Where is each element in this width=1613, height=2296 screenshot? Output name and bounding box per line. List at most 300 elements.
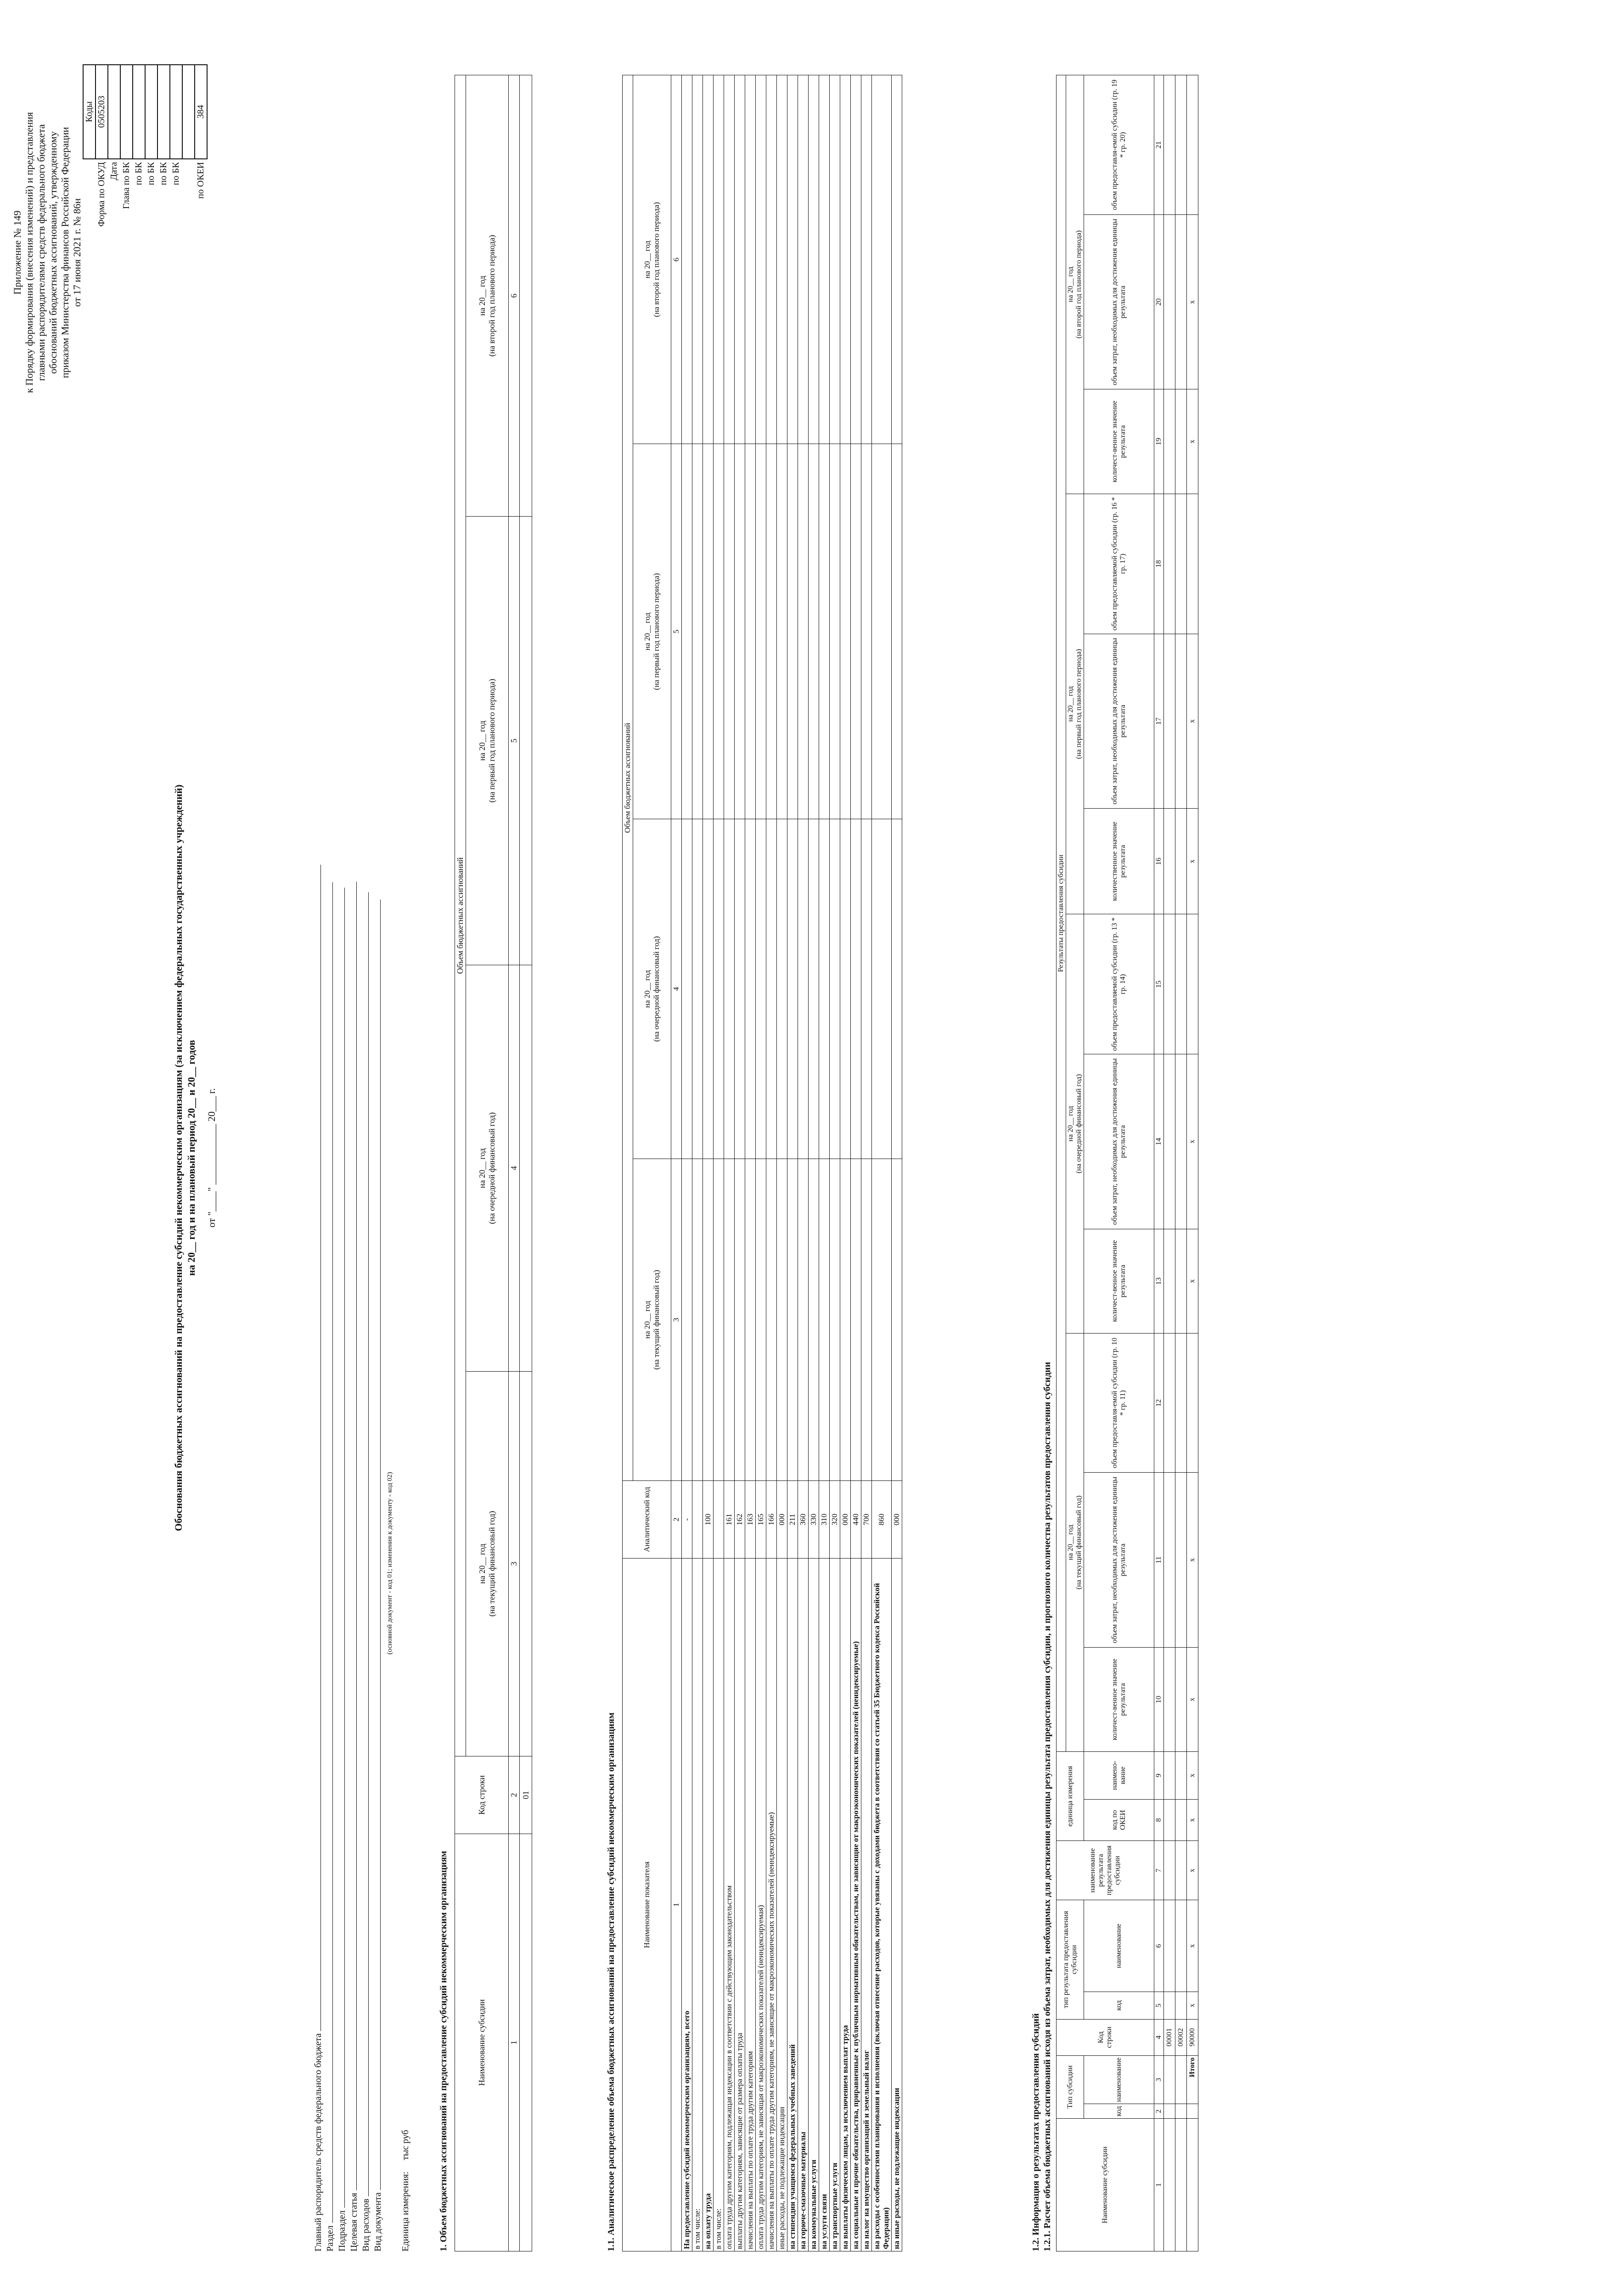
x-mark: x	[1187, 215, 1198, 389]
table-cell	[840, 1159, 851, 1481]
col-header: (на текущий финансовый год)	[652, 1270, 661, 1370]
x-mark: x	[1187, 1054, 1198, 1229]
col-number: 4	[509, 965, 520, 1372]
table-cell	[1175, 75, 1187, 215]
table-cell	[756, 444, 766, 819]
table-cell	[520, 517, 532, 965]
table-cell	[851, 444, 861, 819]
row-code: 163	[745, 1481, 756, 1559]
col-number: 21	[1154, 75, 1164, 215]
table-cell	[682, 444, 692, 819]
table-row	[830, 75, 840, 2251]
table-row	[745, 75, 756, 2251]
col-number: 5	[509, 517, 520, 965]
row-code: 166	[766, 1481, 777, 1559]
col-header: Наименование показателя	[623, 1559, 671, 2251]
col-header: тип результата предоставления субсидии	[1057, 1900, 1084, 2019]
table-cell	[787, 444, 798, 819]
table-cell	[798, 75, 809, 444]
col-number: 18	[1154, 494, 1164, 634]
code-label: по ОКЕИ	[196, 162, 206, 199]
table-cell	[520, 75, 532, 517]
col-header: (на второй год планового периода)	[652, 202, 661, 317]
row-code: 100	[703, 1481, 714, 1559]
table-row	[1175, 75, 1187, 2251]
table-row	[809, 75, 819, 2251]
col-header: (на первый год планового периода)	[652, 573, 661, 690]
col-header: Аналитический код	[623, 1481, 671, 1559]
table-cell	[1164, 75, 1175, 215]
col-header: на 20__ год	[643, 613, 652, 651]
table-cell	[745, 819, 756, 1159]
row-name: на выплаты физическим лицам, за исключением выплат труда	[840, 1559, 851, 2251]
field-label: Раздел	[325, 2225, 335, 2251]
row-code: 211	[787, 1481, 798, 1559]
row-code: 000	[777, 1481, 787, 1559]
table-cell	[1164, 2055, 1175, 2104]
table-cell	[1175, 2055, 1187, 2104]
col-number: 1	[1154, 2119, 1164, 2251]
table-cell	[1164, 1841, 1175, 1900]
col-subheader: наименование	[1084, 2055, 1154, 2104]
x-mark: x	[1187, 634, 1198, 808]
table-cell	[1164, 1647, 1175, 1751]
row-name: начисления на выплаты по оплате труда другим категориям, не зависящие от макроэкономических показателей (неиндексируемые)	[766, 1559, 777, 2251]
table-cell	[1175, 494, 1187, 634]
col-subheader: код	[1084, 1992, 1154, 2019]
table-cell	[777, 444, 787, 819]
row-name: оплата труда другим категориям, подлежащая индексации в соответствии с действующим законодательством	[724, 1559, 735, 2251]
row-name: на коммунальные услуги	[809, 1559, 819, 2251]
col-subheader: объем предоставля-емой субсидии (гр. 10 * гр. 11)	[1084, 1333, 1154, 1472]
field-label: Вид расходов	[361, 2199, 371, 2251]
table-cell	[735, 819, 745, 1159]
col-header: (на очередной финансовый год)	[1075, 1074, 1083, 1174]
doc-type-note: (основной документ - код 01; изменения к документу - код 02)	[386, 1472, 393, 1654]
code-label: по БК	[158, 162, 169, 186]
table-cell	[1164, 1752, 1175, 1800]
col-number: 19	[1154, 389, 1164, 494]
table-cell	[840, 75, 851, 444]
table-cell	[861, 75, 872, 444]
col-header: Объем бюджетных ассигнований	[455, 75, 466, 1756]
table-cell	[1187, 75, 1198, 215]
col-header: на 20__ год	[1067, 1106, 1074, 1142]
table-cell	[735, 1159, 745, 1481]
section-1-2-title: 1.2. Информация о результатах предоставления субсидий	[1031, 2013, 1041, 2251]
col-number: 2	[509, 1756, 520, 1834]
table-cell	[714, 1159, 724, 1481]
col-header: Тип субсидии	[1057, 2055, 1084, 2118]
table-row	[692, 75, 703, 2251]
x-mark: x	[1187, 389, 1198, 494]
col-header: Наименование субсидии	[1057, 2119, 1154, 2251]
row-name: на налог на имущество организаций и земельный налог	[861, 1559, 872, 2251]
col-subheader: количест-венное значение результата	[1084, 389, 1154, 494]
col-header: на 20__ год	[1067, 686, 1074, 722]
table-cell	[735, 444, 745, 819]
col-subheader: объем затрат, необходимых для достижения единицы результата	[1084, 1473, 1154, 1647]
table-cell	[872, 444, 892, 819]
row-name: на оплату труда	[703, 1559, 714, 2251]
table-cell	[1187, 2104, 1198, 2119]
col-number: 5	[671, 444, 682, 819]
codes-header: Коды	[83, 65, 96, 159]
table-cell	[1175, 2119, 1187, 2251]
title-line: на 20__ год и на плановый период 20__ и 20__ годов	[185, 1040, 197, 1276]
table-cell	[756, 1159, 766, 1481]
row-name: на услуги связи	[819, 1559, 830, 2251]
table-row	[819, 75, 830, 2251]
col-subheader: количественное значение результата	[1084, 809, 1154, 914]
table-row	[787, 75, 798, 2251]
col-header: (на второй год планового периода)	[487, 235, 496, 357]
table-cell	[766, 819, 777, 1159]
col-subheader: наименование	[1084, 1900, 1154, 1992]
code-value	[108, 65, 120, 159]
table-cell	[1175, 914, 1187, 1054]
col-header: на 20__ год	[478, 720, 487, 761]
table-cell	[892, 1159, 902, 1481]
table-row	[892, 75, 902, 2251]
row-name: На предоставление субсидий некоммерческим организациям, всего	[682, 1559, 692, 2251]
row-name: иные расходы, не подлежащие индексации	[777, 1559, 787, 2251]
table-cell	[1187, 1333, 1198, 1472]
field-label: Целевая статья	[349, 2193, 359, 2251]
table-cell	[809, 444, 819, 819]
col-number: 20	[1154, 215, 1164, 389]
table-row	[851, 75, 861, 2251]
table-cell	[1187, 914, 1198, 1054]
row-code: 01	[520, 1756, 532, 1834]
table-cell	[1164, 1992, 1175, 2019]
table-row	[756, 75, 766, 2251]
appendix-line: приказом Министерства финансов Российской Федерации	[59, 127, 71, 378]
col-number: 1	[509, 1834, 520, 2251]
row-name: в том числе:	[714, 1559, 724, 2251]
x-mark: x	[1187, 1900, 1198, 1992]
code-label: Дата	[109, 162, 119, 180]
row-name: начисления на выплаты по оплате труда другим категориям	[745, 1559, 756, 2251]
fields-block	[312, 865, 411, 2251]
table-cell	[703, 75, 714, 444]
section-1-2-1-table	[1056, 75, 1198, 2251]
table-cell	[703, 444, 714, 819]
table-cell	[851, 75, 861, 444]
row-code: 000	[892, 1481, 902, 1559]
appendix-header	[11, 78, 83, 427]
col-number: 7	[1154, 1841, 1164, 1900]
code-label: по БК	[134, 162, 144, 186]
col-number: 3	[1154, 2055, 1164, 2104]
table-cell	[809, 1159, 819, 1481]
col-number: 17	[1154, 634, 1164, 808]
code-label: по БК	[146, 162, 156, 186]
table-cell	[714, 819, 724, 1159]
table-cell	[1175, 215, 1187, 389]
section-1-1-table	[622, 75, 902, 2251]
col-number: 1	[671, 1559, 682, 2251]
col-header: на 20__ год	[643, 970, 652, 1008]
row-name: на расходы с особенностями планирования и исполнения (включая отнесение расходов, которые увязаны с доходами бюджета в соответствии со статьей 35 Бюджетного кодекса Российской Федерации)	[872, 1559, 892, 2251]
col-number: 16	[1154, 809, 1164, 914]
table-cell	[798, 444, 809, 819]
table-row	[777, 75, 787, 2251]
table-cell	[1175, 1900, 1187, 1992]
section-1-table	[455, 75, 532, 2251]
col-header: на 20__ год	[643, 1300, 652, 1339]
table-cell	[830, 444, 840, 819]
table-row	[798, 75, 809, 2251]
col-header: (на текущий финансовый год)	[1075, 1495, 1083, 1590]
code-value	[157, 65, 170, 159]
row-code	[692, 1481, 703, 1559]
section-1-title: 1. Объем бюджетных ассигнований на предоставление субсидий некоммерческим организациям	[438, 1851, 449, 2251]
code-value: 384	[195, 65, 207, 159]
table-cell	[1164, 494, 1175, 634]
table-cell	[777, 75, 787, 444]
table-cell	[787, 75, 798, 444]
table-cell	[830, 819, 840, 1159]
table-cell	[756, 819, 766, 1159]
row-name: на транспортные услуги	[830, 1559, 840, 2251]
table-row	[703, 75, 714, 2251]
table-row	[840, 75, 851, 2251]
table-cell	[1164, 634, 1175, 808]
col-number: 3	[509, 1371, 520, 1756]
table-cell	[830, 75, 840, 444]
table-cell	[724, 819, 735, 1159]
table-cell	[1164, 215, 1175, 389]
col-number: 11	[1154, 1473, 1164, 1647]
appendix-line: главными распорядителями средств федерального бюджета	[35, 124, 47, 381]
col-subheader: объем затрат, необходимых для достижения единицы результата	[1084, 215, 1154, 389]
table-cell	[840, 819, 851, 1159]
table-cell	[840, 444, 851, 819]
col-header: (на второй год планового периода)	[1075, 230, 1083, 339]
table-cell	[892, 75, 902, 444]
table-cell	[1164, 1333, 1175, 1472]
col-number: 4	[671, 819, 682, 1159]
table-cell	[1164, 809, 1175, 914]
table-cell	[872, 75, 892, 444]
col-header: (на очередной финансовый год)	[652, 936, 661, 1042]
table-cell	[724, 75, 735, 444]
col-subheader: количест-венное значение результата	[1084, 1229, 1154, 1333]
row-code	[714, 1481, 724, 1559]
table-cell	[1175, 809, 1187, 914]
table-cell	[851, 819, 861, 1159]
table-cell	[692, 444, 703, 819]
col-subheader: наимено-вание	[1084, 1752, 1154, 1800]
row-name: на иные расходы, не подлежащие индексации	[892, 1559, 902, 2251]
row-name: на социальные и прочие обязательства, приравненные к публичным нормативным обязательствам, не зависящие от макроэкономических показателей (неиндексируемые)	[851, 1559, 861, 2251]
date-line: от "____" ____________ 20___ г.	[206, 1088, 217, 1228]
table-cell	[787, 819, 798, 1159]
table-cell	[1175, 1473, 1187, 1647]
table-cell	[851, 1159, 861, 1481]
table-cell	[745, 75, 756, 444]
col-number: 12	[1154, 1333, 1164, 1472]
row-code: 000	[840, 1481, 851, 1559]
table-cell	[830, 1159, 840, 1481]
table-cell	[1175, 1333, 1187, 1472]
table-cell	[1175, 1841, 1187, 1900]
table-cell	[1164, 2104, 1175, 2119]
table-cell	[745, 1159, 756, 1481]
table-cell	[766, 444, 777, 819]
row-name: оплата труда другим категориям, не зависящая от макроэкономических показателей (неиндексируемая)	[756, 1559, 766, 2251]
table-cell	[819, 75, 830, 444]
x-mark: x	[1187, 1992, 1198, 2019]
row-code: -	[682, 1481, 692, 1559]
row-code: 161	[724, 1481, 735, 1559]
col-number: 15	[1154, 914, 1164, 1054]
table-row	[714, 75, 724, 2251]
col-header: Наименование субсидии	[455, 1834, 509, 2251]
table-cell	[520, 1371, 532, 1756]
table-cell	[520, 965, 532, 1372]
table-cell	[872, 819, 892, 1159]
table-cell	[520, 1834, 532, 2251]
col-header: Код строки	[1057, 2019, 1154, 2055]
x-mark: x	[1187, 1473, 1198, 1647]
table-cell	[1164, 1054, 1175, 1229]
table-cell	[692, 75, 703, 444]
col-subheader: код по ОКЕИ	[1084, 1799, 1154, 1841]
col-number: 2	[1154, 2104, 1164, 2119]
table-cell	[682, 75, 692, 444]
unit-label: Единица измерения:	[400, 2172, 410, 2251]
code-label: Форма по ОКУД	[96, 162, 107, 227]
table-row	[724, 75, 735, 2251]
table-cell	[714, 75, 724, 444]
col-number: 6	[671, 75, 682, 444]
table-row	[1164, 75, 1175, 2251]
appendix-line: к Порядку формирования (внесения изменений) и представления	[23, 112, 35, 393]
col-subheader: объем предоставляемой субсидии (гр. 16 * гр. 17)	[1084, 494, 1154, 634]
appendix-line: от 17 июня 2021 г. № 86н	[71, 198, 83, 307]
total-label: Итого	[1187, 2055, 1198, 2104]
table-cell	[1164, 389, 1175, 494]
table-cell	[819, 444, 830, 819]
col-header: (на очередной финансовый год)	[487, 1112, 496, 1224]
col-header: наименование результата предоставления субсидии	[1057, 1841, 1154, 1900]
unit-value: тыс руб	[400, 2130, 410, 2161]
table-cell	[892, 444, 902, 819]
table-cell	[1187, 2119, 1198, 2251]
row-name: выплаты другим категориям, зависящие от размера оплаты труда	[735, 1559, 745, 2251]
table-cell	[1175, 634, 1187, 808]
col-header: на 20__ год	[643, 241, 652, 279]
x-mark: x	[1187, 809, 1198, 914]
x-mark: x	[1187, 1752, 1198, 1800]
col-subheader: код	[1084, 2104, 1154, 2119]
col-number: 4	[1154, 2019, 1164, 2055]
x-mark: x	[1187, 1229, 1198, 1333]
table-cell	[766, 1159, 777, 1481]
table-cell	[756, 75, 766, 444]
col-subheader: объем затрат, необходимых для достижения единицы результата	[1084, 634, 1154, 808]
table-cell	[1175, 2104, 1187, 2119]
col-header: на 20__ год	[478, 276, 487, 316]
table-cell	[735, 75, 745, 444]
appendix-number: Приложение № 149	[11, 210, 23, 295]
col-header: на 20__ год	[478, 1148, 487, 1188]
table-cell	[861, 819, 872, 1159]
col-number: 8	[1154, 1799, 1164, 1841]
col-header: (на первый год планового периода)	[1075, 649, 1083, 759]
table-cell	[809, 75, 819, 444]
table-cell	[777, 819, 787, 1159]
table-cell	[1164, 1900, 1175, 1992]
col-header: на 20__ год	[1067, 266, 1074, 303]
row-code: 860	[872, 1481, 892, 1559]
col-header: Код строки	[455, 1756, 509, 1834]
table-cell	[703, 819, 714, 1159]
title-line: Обоснования бюджетных ассигнований на предоставление субсидий некоммерческим организациям (за исключением федеральных государственных учреждений)	[173, 784, 184, 1531]
table-cell	[745, 444, 756, 819]
table-cell	[1175, 389, 1187, 494]
row-code: 310	[819, 1481, 830, 1559]
table-cell	[1164, 1799, 1175, 1841]
code-value: 0505203	[96, 65, 108, 159]
col-subheader: количест-венное значение результата	[1084, 1647, 1154, 1751]
code-value	[133, 65, 145, 159]
table-cell	[682, 1159, 692, 1481]
table-cell	[861, 444, 872, 819]
x-mark: x	[1187, 1799, 1198, 1841]
row-code: 330	[809, 1481, 819, 1559]
total-row	[1187, 75, 1198, 2251]
table-cell	[872, 1159, 892, 1481]
section-1-1-title: 1.1. Аналитическое распределение объема бюджетных ассигнований на предоставление субсидий некоммерческим организациям	[606, 1712, 616, 2251]
row-code: 00002	[1175, 2019, 1187, 2055]
row-code: 700	[861, 1481, 872, 1559]
x-mark: x	[1187, 1647, 1198, 1751]
field-label: Главный распорядитель средств федерального бюджета	[313, 2033, 323, 2251]
table-row	[735, 75, 745, 2251]
row-code: 162	[735, 1481, 745, 1559]
table-cell	[777, 1159, 787, 1481]
col-number: 6	[509, 75, 520, 517]
appendix-line: обоснований бюджетных ассигнований, утвержденному	[47, 131, 59, 374]
code-label: Глава по БК	[121, 162, 131, 209]
table-cell	[1175, 1229, 1187, 1333]
table-cell	[798, 819, 809, 1159]
col-number: 13	[1154, 1229, 1164, 1333]
x-mark: x	[1187, 1841, 1198, 1900]
table-cell	[1175, 1647, 1187, 1751]
field-label: Подраздел	[337, 2210, 347, 2251]
col-number: 9	[1154, 1752, 1164, 1800]
col-header: Объем бюджетных ассигнований	[623, 75, 633, 1481]
code-value	[145, 65, 157, 159]
table-row	[861, 75, 872, 2251]
table-cell	[1187, 494, 1198, 634]
table-cell	[1175, 1992, 1187, 2019]
table-cell	[787, 1159, 798, 1481]
col-header: единица измерения	[1057, 1752, 1084, 1841]
col-number: 3	[671, 1159, 682, 1481]
col-header: (на текущий финансовый год)	[487, 1511, 496, 1617]
table-cell	[724, 1159, 735, 1481]
table-row	[872, 75, 892, 2251]
col-subheader: объем предоставля-емой субсидии (гр. 19 * гр. 20)	[1084, 75, 1154, 215]
col-number: 14	[1154, 1054, 1164, 1229]
row-code: 90000	[1187, 2019, 1198, 2055]
section-1-2-1-title: 1.2.1. Расчет объема бюджетных ассигнований исходя из объема затрат, необходимых для достижения единицы результата предоставления субсидии, и прогнозного количества результатов предоставления субсидии	[1042, 1362, 1052, 2251]
